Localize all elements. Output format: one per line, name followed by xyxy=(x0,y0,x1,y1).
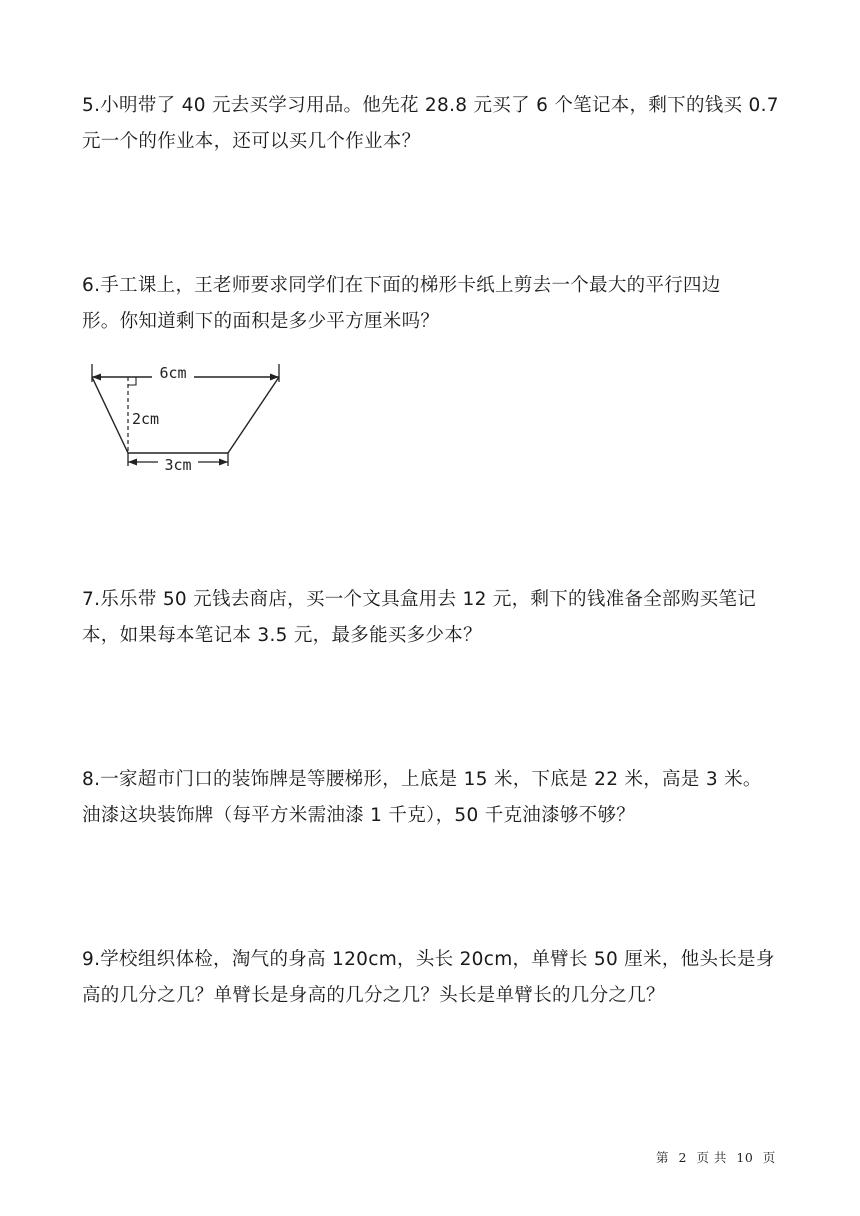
top-base-label: 6cm xyxy=(159,364,187,382)
question-8 xyxy=(82,762,782,834)
footer-prefix: 第 xyxy=(656,1150,670,1165)
height-label: 2cm xyxy=(132,410,160,428)
trapezoid-figure xyxy=(86,360,296,478)
question-9-line-1: 9.学校组织体检，淘气的身高 120cm，头长 20cm，单臂长 50 厘米，他头长是身 xyxy=(82,949,775,970)
question-7 xyxy=(82,582,782,654)
bottom-arrow-left xyxy=(128,459,137,466)
question-6 xyxy=(82,268,782,340)
question-7-line-1: 7.乐乐带 50 元钱去商店，买一个文具盒用去 12 元，剩下的钱准备全部购买笔记 xyxy=(82,589,757,610)
question-5-line-1: 5.小明带了 40 元去买学习用品。他先花 28.8 元买了 6 个笔记本，剩下的钱买 0.7 xyxy=(82,95,779,116)
question-9 xyxy=(82,942,782,1014)
question-6-line-2: 形。你知道剩下的面积是多少平方厘米吗？ xyxy=(82,311,440,332)
right-leg xyxy=(228,377,279,453)
question-9-line-2: 高的几分之几？单臂长是身高的几分之几？头长是单臂长的几分之几？ xyxy=(82,985,665,1006)
trapezoid-diagram xyxy=(86,360,296,478)
question-5 xyxy=(82,88,782,160)
bottom-base-label: 3cm xyxy=(164,456,192,474)
bottom-arrow-right xyxy=(219,459,228,466)
left-leg xyxy=(92,377,128,453)
right-angle-mark xyxy=(128,377,136,385)
footer-middle: 页 共 xyxy=(696,1150,727,1165)
footer-suffix: 页 xyxy=(762,1150,776,1165)
footer-total-pages: 10 xyxy=(736,1150,754,1165)
question-8-line-2: 油漆这块装饰牌（每平方米需油漆 1 千克），50 千克油漆够不够？ xyxy=(82,805,636,826)
question-7-line-2: 本，如果每本笔记本 3.5 元，最多能买多少本？ xyxy=(82,625,482,646)
footer-current-page: 2 xyxy=(678,1150,687,1165)
page-footer xyxy=(656,1148,776,1166)
question-8-line-1: 8.一家超市门口的装饰牌是等腰梯形，上底是 15 米，下底是 22 米，高是 3 米。 xyxy=(82,769,762,790)
question-6-line-1: 6.手工课上，王老师要求同学们在下面的梯形卡纸上剪去一个最大的平行四边 xyxy=(82,275,721,296)
question-5-line-2: 元一个的作业本，还可以买几个作业本？ xyxy=(82,131,421,152)
